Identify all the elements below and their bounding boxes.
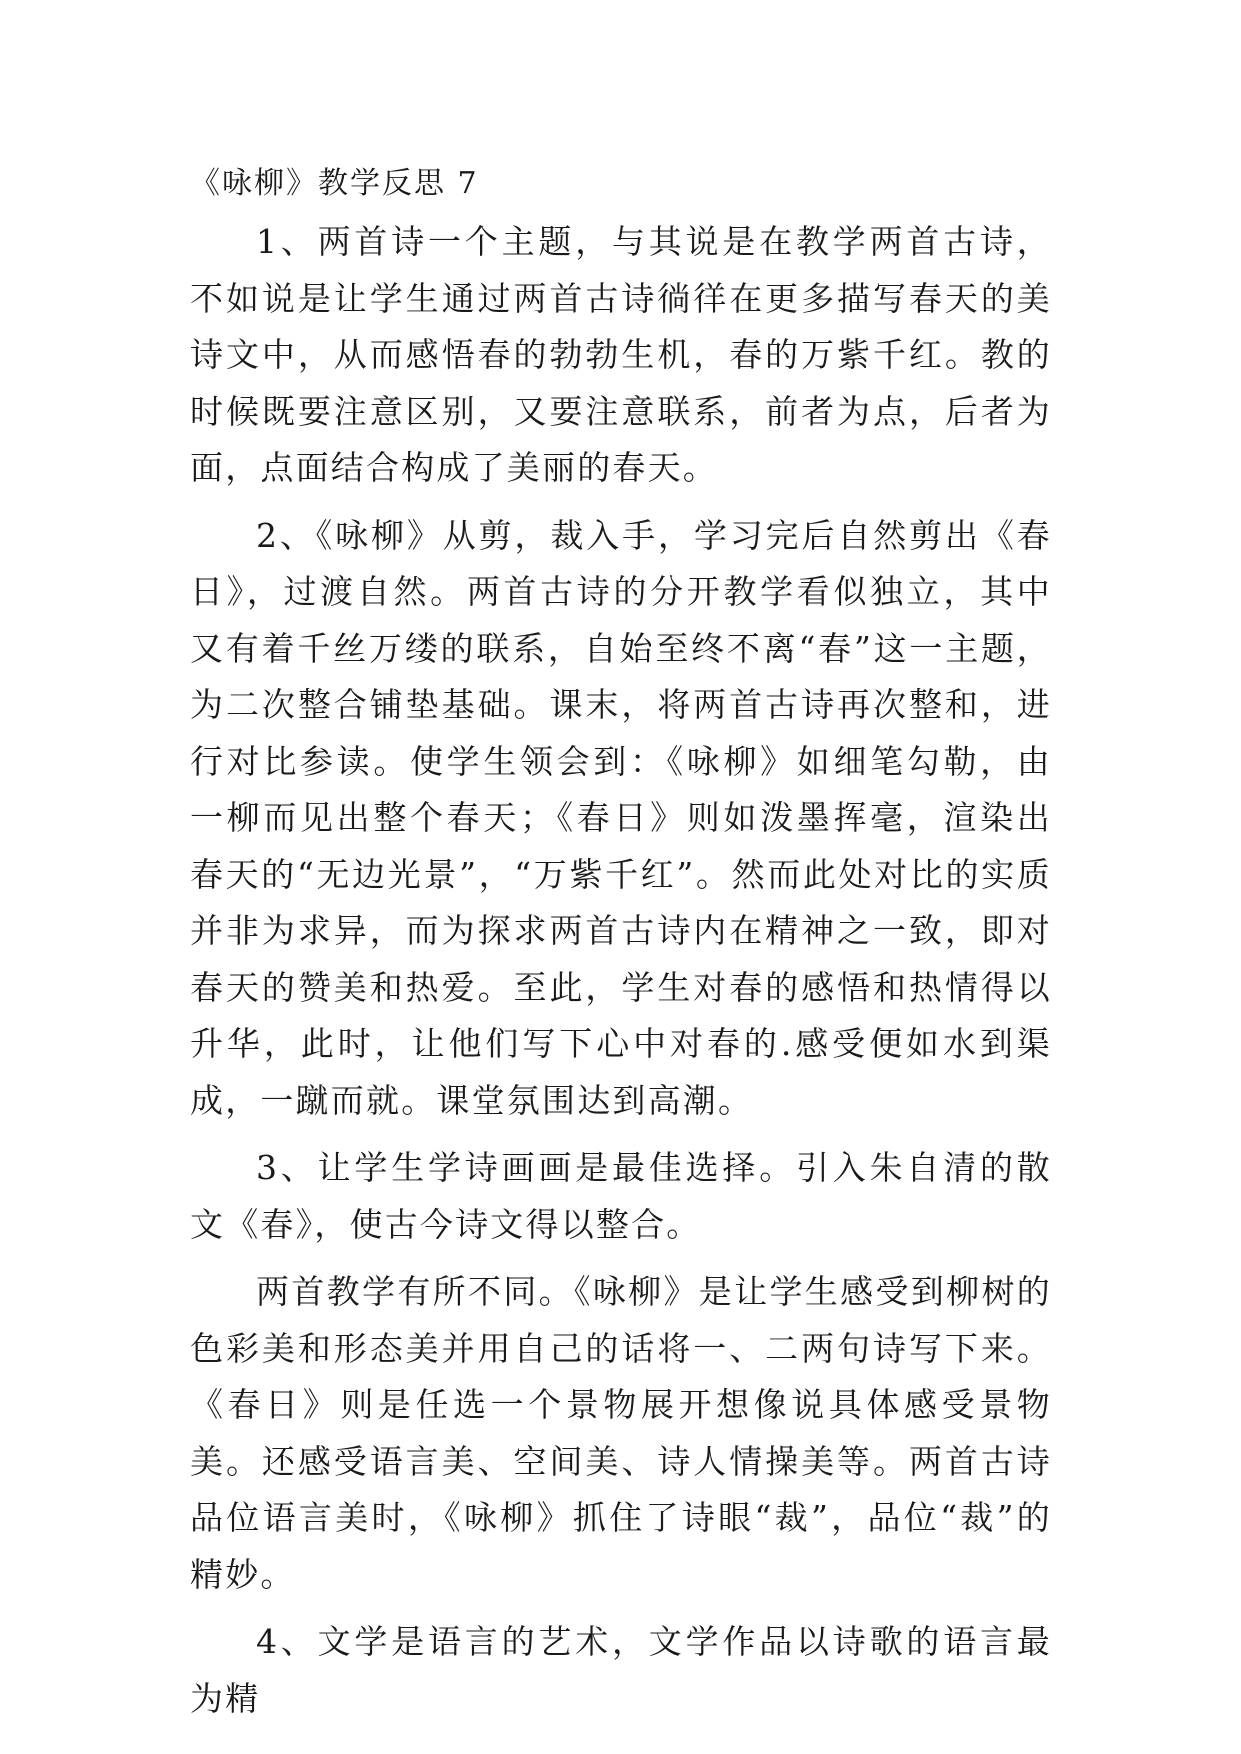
paragraph-4: 两首教学有所不同。《咏柳》是让学生感受到柳树的色彩美和形态美并用自己的话将一、二两句诗写下来。《春日》则是任选一个景物展开想像说具体感受景物美。还感受语言美、空间美、诗人情操美等。两首古诗品位语言美时，《咏柳》抓住了诗眼“裁”，品位“裁”的精妙。 bbox=[190, 1272, 1052, 1594]
document-page bbox=[190, 160, 1052, 1727]
paragraph-3: 3、让学生学诗画画是最佳选择。引入朱自清的散文《春》，使古今诗文得以整合。 bbox=[190, 1148, 1052, 1244]
paragraph-1: 1、两首诗一个主题，与其说是在教学两首古诗，不如说是让学生通过两首古诗徜徉在更多描写春天的美诗文中，从而感悟春的勃勃生机，春的万紫千红。教的时候既要注意区别，又要注意联系，前者为点，后者为面，点面结合构成了美丽的春天。 bbox=[190, 222, 1052, 487]
paragraph-2: 2、《咏柳》从剪，裁入手，学习完后自然剪出《春日》，过渡自然。两首古诗的分开教学看似独立，其中又有着千丝万缕的联系，自始至终不离“春”这一主题，为二次整合铺垫基础。课末，将两首古诗再次整和，进行对比参读。使学生领会到：《咏柳》如细笔勾勒，由一柳而见出整个春天；《春日》则如泼墨挥毫，渲染出春天的“无边光景”，“万紫千红”。然而此处对比的实质并非为求异，而为探求两首古诗内在精神之一致，即对春天的赞美和热爱。至此，学生对春的感悟和热情得以升华，此时，让他们写下心中对春的.感受便如水到渠成，一蹴而就。课堂氛围达到高潮。 bbox=[190, 515, 1052, 1120]
paragraph-5: 4、文学是语言的艺术，文学作品以诗歌的语言最为精 bbox=[190, 1622, 1052, 1718]
document-title: 《咏柳》教学反思 7 bbox=[190, 166, 479, 201]
